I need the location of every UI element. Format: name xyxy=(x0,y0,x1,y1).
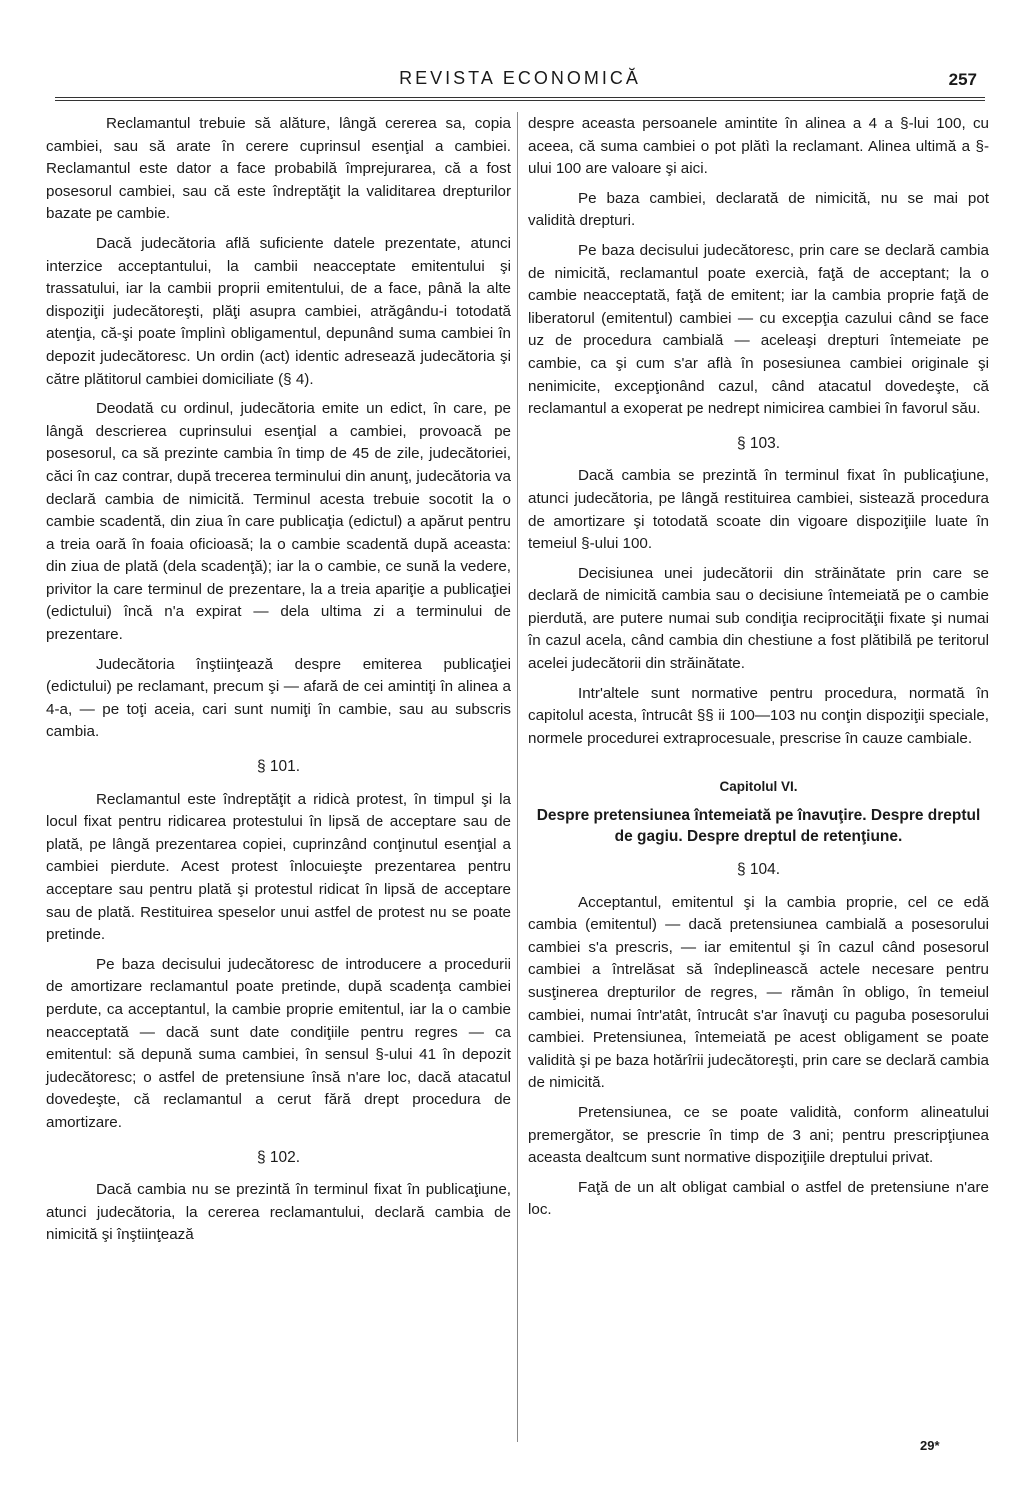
paragraph: Judecătoria înştiinţează despre emiterea publicaţiei (edictului) pe reclamant, precum şi — afară de cei amintiţi în alinea a 4-a, — pe toţi aceia, cari sunt numiţi în cambie, sau au subscris cambia. xyxy=(46,655,511,741)
paragraph: Dacă cambia nu se prezintă în terminul fixat în publicaţiune, atunci judecătoria, la cererea reclamantului, declară cambia de nimicită şi înştiinţează xyxy=(46,1181,511,1244)
section-heading-102: § 102. xyxy=(256,1148,301,1166)
column-divider xyxy=(517,112,518,1442)
left-column xyxy=(46,113,511,1254)
paragraph: Pe baza cambiei, declarată de nimicită, nu se mai pot validità drepturi. xyxy=(528,189,989,230)
page-header xyxy=(55,68,985,94)
paragraph: despre aceasta persoanele amintite în alinea a 4 a §-lui 100, cu aceea, că suma cambiei o pot plătì la reclamant. Alinea ultimă a §-ului 100 are valoare şi aici. xyxy=(528,115,989,178)
paragraph: Deodată cu ordinul, judecătoria emite un edict, în care, pe lângă descrierea cuprinsului esenţial a cambiei, provoacă pe posesorul, ca să prezinte cambia în timp de 45 de zile, judecătoriei, căci în caz contrar, după trecerea terminului din anunţ, judecătoria va declară cambia de nimicită. Terminul acesta trebuie socotit la o cambie scadentă, din ziua în care publicaţia (edictul) a apărut pentru a treia oară în foaia oficioasă; la o cambie scadentă după aceasta: din ziua de plată (dela scadenţă); iar la o cambie, ce sună la vedere, privitor la care terminul de prezentare, la a treia apariţie a publicaţiei (edictului) încă n'a expirat — dela ultima zi a terminului de prezentare. xyxy=(46,400,511,644)
paragraph: Reclamantul trebuie să alăture, lângă cererea sa, copia cambiei, sau să arate în cerere cuprinsul esenţial a cambiei. Reclamantul este dator a face probabilă împrejurarea, că a fost posesorul cambiei, sau că este îndreptăţit la validitarea drepturilor bazate pe cambie. xyxy=(46,115,511,223)
chapter-title: Capitolul VI. xyxy=(719,779,798,795)
paragraph: Pe baza decisului judecătoresc de introducere a procedurii de amortizare reclamantul poate pretinde, după scadenţa cambiei perdute, ca acceptantul, la cambie proprie emitentul, iar la o cambie neacceptată — dacă sunt date condiţiile pentru regres — ca emitentul: să depună suma cambiei, în sensul §-ului 41 în depozit judecătoresc; o astfel de pretensiune însă n'are loc, dacă atacatul dovedeşte, că reclamantul a cerut fără drept procedura de amortizare. xyxy=(46,955,511,1131)
chapter-subtitle: Despre pretensiunea întemeiată pe înavuţire. Despre dreptul de gagiu. Despre dreptul de retenţiune. xyxy=(536,807,981,846)
paragraph: Intr'altele sunt normative pentru procedura, normată în capitolul acesta, întrucât §§ ii 100—103 nu conţin dispoziţii speciale, normele procedurei extraprocesuale, prescrise în cauze cambiale. xyxy=(528,684,989,747)
paragraph: Faţă de un alt obligat cambial o astfel de pretensiune n'are loc. xyxy=(528,1178,989,1219)
page-number: 257 xyxy=(948,70,977,89)
paragraph: Pe baza decisului judecătoresc, prin care se declară cambia de nimicită, reclamantul poate exercià, faţă de acceptant; la o cambie neacceptată, faţă de emitent; iar la cambia proprie faţă de liberatorul (emitentul) cambiei — cu excepţia cazului când se face uz de procedura cambială — aceleaşi drepturi întemeiate pe cambie, ca şi cum s'ar aflà în posesiunea cambiei originale şi nenimicite, excepţionând cazul, când atacatul dovedeşte, că reclamantul a exoperat pe nedrept nimicirea cambiei în favorul său. xyxy=(528,241,989,418)
header-rule xyxy=(55,97,985,101)
right-column xyxy=(528,113,989,1229)
section-heading-104: § 104. xyxy=(736,861,781,879)
section-heading-103: § 103. xyxy=(736,434,781,452)
paragraph: Dacă cambia se prezintă în terminul fixat în publicaţiune, atunci judecătoria, pe lângă restituirea cambiei, sistează procedura de amortizare şi totodată scoate din vigoare dispoziţiile luate în temeiul §-ului 100. xyxy=(528,467,989,553)
paragraph: Acceptantul, emitentul şi la cambia proprie, cel ce edă cambia (emitentul) — dacă pretensiunea cambială a posesorului cambiei s'a prescris, — iar emitentul şi în cazul când posesorul cambiei a întrelăsat să îndeplinească actele necesare pentru susţinerea drepturilor de regres, — rămân în obligo, în temeiul cambiei, numai într'atât, întrucât s'ar înavuţi cu paguba posesorului cambiei. Pretensiunea, întemeiată pe acest obligament se poate validità şi pe baza hotărîrii judecătoreşti, prin care se declară cambia de nimicită. xyxy=(528,893,989,1092)
paragraph: Decisiunea unei judecătorii din străinătate prin care se declară de nimicită cambia sau o decisiune întemeiată pe o cambie pierdută, are putere numai sub condiţia reciprocităţii fixate şi numai în cazul acela, când cambia din chestiune a fost plătibilă pe teritorul acelei judecătorii din străinătate. xyxy=(528,564,989,673)
journal-title: REVISTA ECONOMICĂ xyxy=(399,68,641,88)
paragraph: Reclamantul este îndreptăţit a ridicà protest, în timpul şi la locul fixat pentru ridicarea protestului în lipsă de acceptare sau de plată, pe lângă prezentarea copiei, cuprinzând conţinutul esenţial a cambiei pierdute. Acest protest înlocuieşte prezentarea pentru acceptare sau pentru plată şi protestul ridicat în lipsă de acceptare sau de plată. Restituirea speselor unui astfel de protest nu se poate pretinde. xyxy=(46,790,511,944)
paragraph: Pretensiunea, ce se poate validità, conform alineatului premergător, se prescrie în timp de 3 ani; pentru prescripţiunea aceasta dealtcum sunt normative dispoziţiile dreptului privat. xyxy=(528,1103,989,1167)
paragraph: Dacă judecătoria află suficiente datele prezentate, atunci interzice acceptantului, la cambii neacceptate emitentului şi trassatului, iar la cambii proprii emitentului, de a face, până la alte dispoziţii judecătoreşti, plăţi asupra cambiei, atrăgându-i totodată atenţia, că-şi poate împlinì obligamentul, depunând suma cambiei în depozit judecătoresc. Un ordin (act) identic adresează judecătoria şi către plătitorul cambiei domiciliate (§ 4). xyxy=(46,234,511,388)
section-heading-101: § 101. xyxy=(256,758,301,776)
printer-signature: 29* xyxy=(920,1438,940,1453)
